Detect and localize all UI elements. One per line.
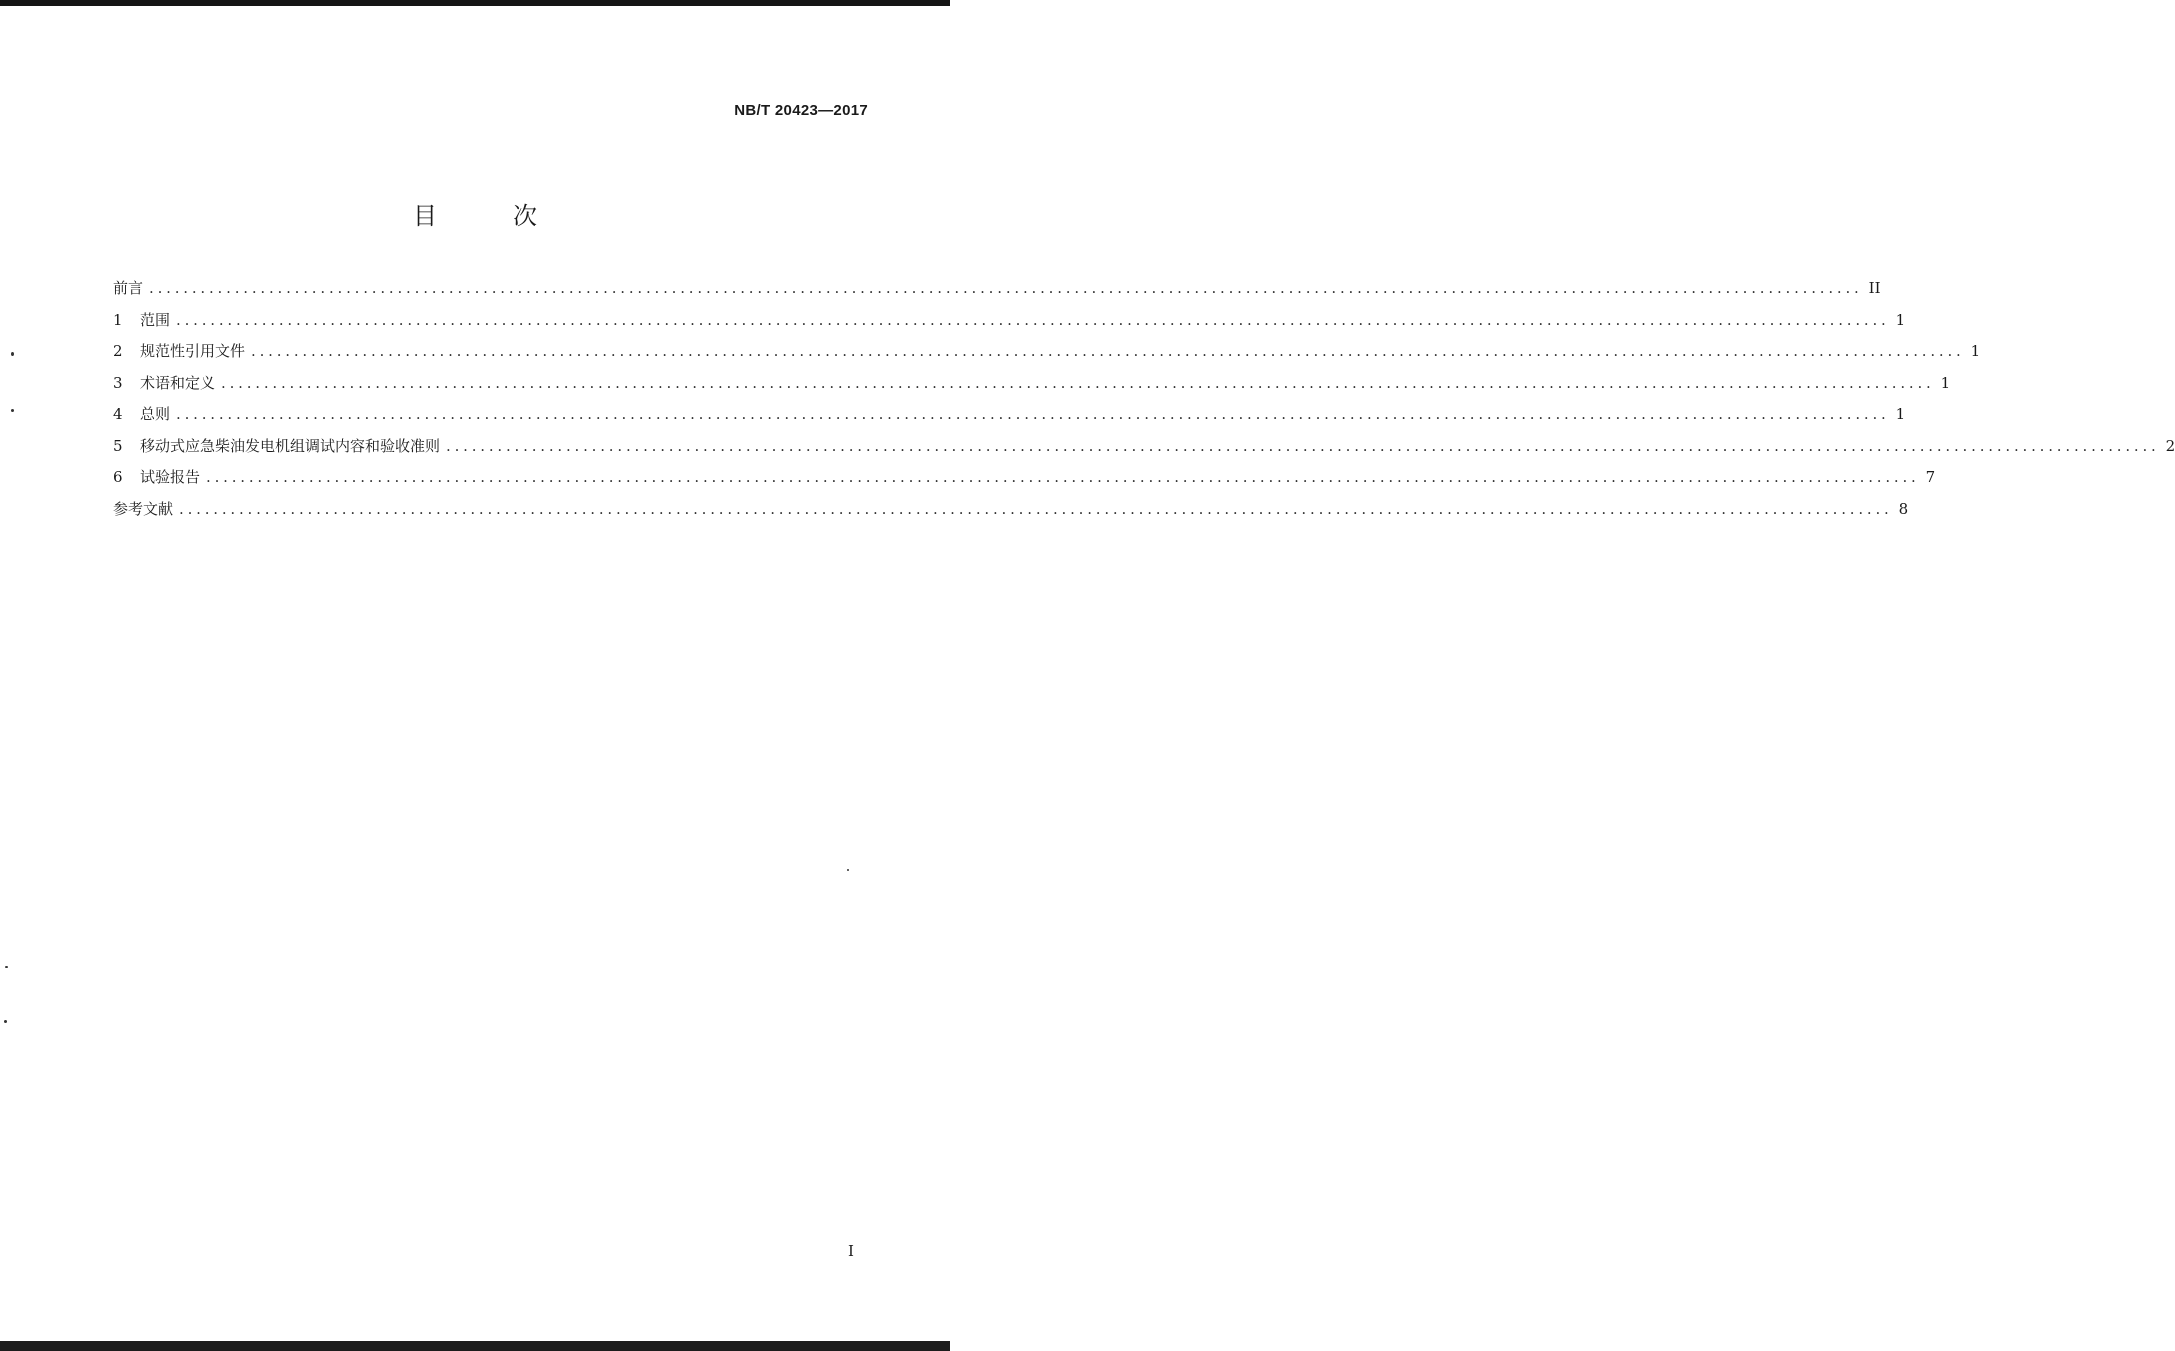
toc-entry-page: 1 [1895,310,1906,329]
toc-entry-number: 2 [113,342,123,360]
toc-entry-foreword[interactable] [113,276,1881,308]
page-number: I [848,1242,854,1260]
page-title: 目 次 [413,202,563,230]
toc-entry-number: 5 [113,436,123,455]
toc-entry-commissioning[interactable] [113,434,2175,466]
scan-speck [11,409,14,412]
toc-leader-dots: ........................................................................................................................................................................................................ [176,310,1890,329]
toc-entry-label: 术语和定义 [140,373,216,392]
toc-entry-page: 7 [1925,468,1936,486]
toc-leader-dots: ........................................................................................................................................................................................................ [179,499,1893,518]
toc-entry-scope[interactable] [113,308,1906,340]
scan-speck [4,1020,7,1023]
toc-entry-page: 2 [2165,436,2175,455]
toc-leader-dots: ........................................................................................................................................................................................................ [251,342,1965,360]
toc-entry-label: 总则 [140,405,171,423]
scan-speck [847,869,849,871]
toc-entry-label: 规范性引用文件 [140,342,246,360]
scan-border-top [0,0,950,6]
toc-entry-page: 1 [1970,342,1981,360]
scan-speck [11,352,14,356]
toc-entry-terms-definitions[interactable] [113,371,1951,403]
toc-leader-dots: ........................................................................................................................................................................................................ [176,405,1890,423]
toc-entry-number: 4 [113,405,123,423]
toc-leader-dots: ........................................................................................................................................................................................................ [149,279,1863,297]
toc-entry-number: 3 [113,373,123,392]
toc-entry-bibliography[interactable] [113,497,1909,529]
standard-number: NB/T 20423—2017 [734,102,868,119]
toc-entry-normative-references[interactable] [113,339,1981,371]
toc-entry-number: 6 [113,468,123,486]
scan-border-bottom [0,1341,950,1351]
toc-leader-dots: ........................................................................................................................................................................................................ [446,436,2160,455]
toc-entry-label: 范围 [140,310,171,329]
table-of-contents [113,276,2175,528]
toc-leader-dots: ........................................................................................................................................................................................................ [206,468,1920,486]
toc-entry-page: 8 [1898,499,1909,518]
toc-entry-label: 前言 [113,279,144,297]
toc-entry-page: 1 [1895,405,1906,423]
toc-entry-number: 1 [113,310,123,329]
toc-entry-page: 1 [1940,373,1951,392]
toc-entry-label: 移动式应急柴油发电机组调试内容和验收准则 [140,436,441,455]
scan-speck [5,966,8,968]
toc-entry-page: II [1868,279,1881,297]
toc-entry-general[interactable] [113,402,1906,434]
toc-entry-test-report[interactable] [113,465,1936,497]
toc-entry-label: 参考文献 [113,499,174,518]
toc-entry-label: 试验报告 [140,468,201,486]
toc-leader-dots: ........................................................................................................................................................................................................ [221,373,1935,392]
